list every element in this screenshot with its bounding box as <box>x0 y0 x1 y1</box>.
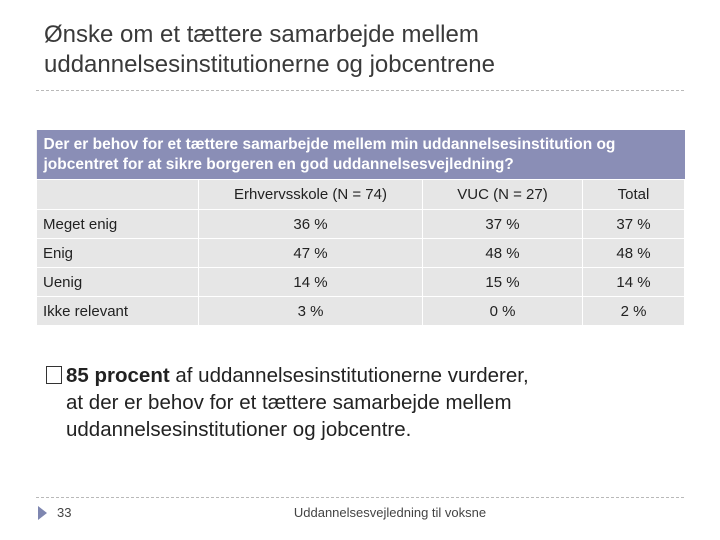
page-number: 33 <box>57 505 72 520</box>
cell-value: 37 % <box>423 210 583 239</box>
bullet-text: af uddannelsesinstitutionerne vurderer, <box>175 364 529 387</box>
cell-value: 48 % <box>583 239 685 268</box>
cell-value: 0 % <box>423 297 583 326</box>
row-label: Enig <box>37 239 199 268</box>
column-header-erhvervsskole: Erhvervsskole (N = 74) <box>199 180 423 210</box>
table-row <box>37 239 685 268</box>
row-label: Meget enig <box>37 210 199 239</box>
cell-value: 14 % <box>199 268 423 297</box>
table-row <box>37 268 685 297</box>
survey-table <box>36 130 684 326</box>
divider-top <box>36 90 684 91</box>
cell-value: 14 % <box>583 268 685 297</box>
cell-value: 2 % <box>583 297 685 326</box>
table-row <box>37 297 685 326</box>
footer-text: Uddannelsesvejledning til voksne <box>293 505 487 520</box>
cell-value: 48 % <box>423 239 583 268</box>
cell-value: 15 % <box>423 268 583 297</box>
slide-title: Ønske om et tættere samarbejde mellem uddannelsesinstitutionerne og jobcentrene <box>44 21 495 78</box>
footer-arrow-icon <box>38 506 47 520</box>
table-caption: Der er behov for et tættere samarbejde mellem min uddannelsesinstitution og jobcentret for at sikre borgeren en god uddannelsesvejledning? <box>37 130 685 180</box>
row-label: Ikke relevant <box>37 297 199 326</box>
bullet-text-line2: at der er behov for et tættere samarbejde mellem <box>66 391 512 414</box>
table-header-row <box>37 180 685 210</box>
cell-value: 47 % <box>199 239 423 268</box>
column-header-vuc: VUC (N = 27) <box>423 180 583 210</box>
bullet-point <box>46 362 686 443</box>
column-header-empty <box>37 180 199 210</box>
table-row <box>37 210 685 239</box>
bullet-icon <box>46 366 62 384</box>
bullet-bold-text: 85 procent <box>66 364 170 387</box>
cell-value: 36 % <box>199 210 423 239</box>
cell-value: 3 % <box>199 297 423 326</box>
row-label: Uenig <box>37 268 199 297</box>
divider-bottom <box>36 497 684 498</box>
cell-value: 37 % <box>583 210 685 239</box>
column-header-total: Total <box>583 180 685 210</box>
bullet-text-line3: uddannelsesinstitutioner og jobcentre. <box>66 418 412 441</box>
